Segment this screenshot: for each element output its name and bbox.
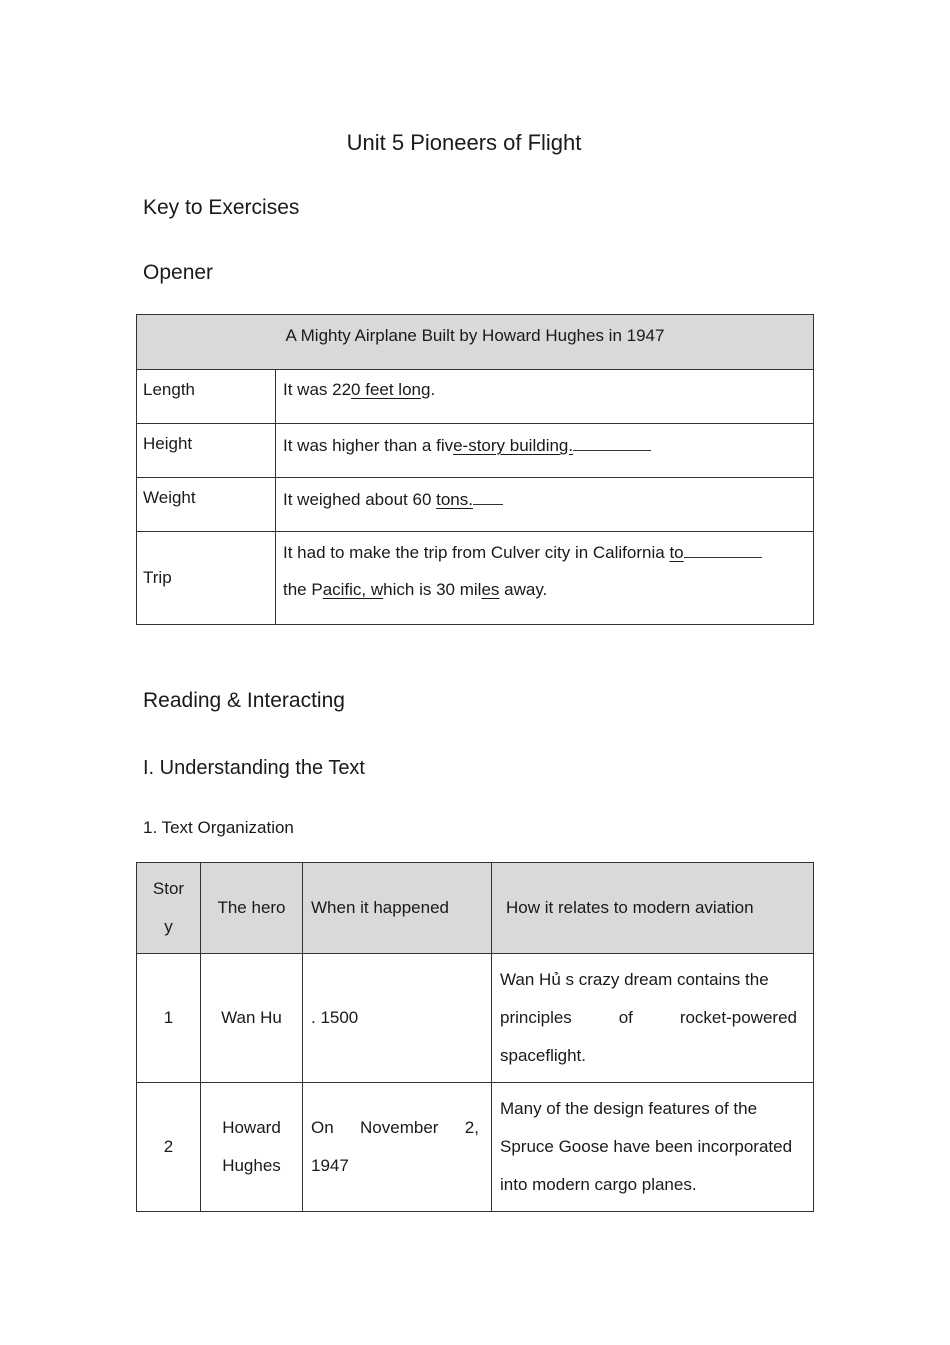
answer-blank: acific, w: [322, 580, 384, 599]
relation-text: Wan Hủ s crazy dream contains the principles of rocket-powered spaceflight.: [492, 954, 814, 1083]
header-story: Stor y: [152, 879, 185, 936]
table-row: [137, 532, 814, 625]
header-hero: The hero: [217, 898, 286, 917]
table-row: [137, 1083, 814, 1212]
row-label-weight: Weight: [143, 488, 196, 507]
answer-blank: es: [481, 580, 500, 599]
row-value-height: It was higher than a five-story building.: [283, 434, 651, 456]
hero-name: Howard Hughes: [222, 1118, 281, 1175]
answer-blank: 0 feet lon: [351, 380, 421, 399]
table-row: [137, 370, 814, 424]
story-number: 2: [163, 1137, 174, 1156]
when-happened: On November 2, 1947: [303, 1083, 492, 1212]
row-label-length: Length: [143, 380, 195, 399]
row-value-weight: It weighed about 60 tons.: [283, 488, 503, 510]
row-label-height: Height: [143, 434, 193, 453]
answer-blank: tons.: [436, 490, 473, 509]
blank-line: [473, 488, 503, 505]
hero-name: Wan Hu: [221, 1008, 282, 1027]
subsection-heading: 1. Text Organization: [143, 818, 294, 837]
row-value-trip: It had to make the trip from Culver city in California to the Pacific, which is 30 miles away.: [276, 532, 814, 625]
header-when: When it happened: [311, 898, 449, 917]
opener-heading: Opener: [143, 261, 214, 284]
opener-table-header: [137, 315, 814, 370]
table-row: [137, 478, 814, 532]
blank-line: [684, 541, 762, 558]
opener-table: [136, 314, 814, 625]
section-heading: I. Understanding the Text: [143, 757, 365, 779]
answer-blank: to: [669, 543, 684, 562]
relation-text: Many of the design features of the Spruce Goose have been incorporated into modern cargo planes.: [492, 1083, 814, 1212]
key-heading: Key to Exercises: [143, 196, 300, 219]
organization-table-header: [137, 863, 814, 954]
opener-table-title: A Mighty Airplane Built by Howard Hughes in 1947: [285, 326, 665, 345]
organization-table: [136, 862, 814, 1212]
blank-line: [573, 434, 651, 451]
header-how: How it relates to modern aviation: [506, 898, 754, 917]
when-happened: . 1500: [311, 1008, 359, 1027]
story-number: 1: [163, 1008, 174, 1027]
answer-blank: e-story building.: [453, 436, 574, 455]
row-label-trip: Trip: [143, 568, 172, 587]
table-row: [137, 954, 814, 1083]
page-title: Unit 5 Pioneers of Flight: [346, 130, 582, 155]
reading-heading: Reading & Interacting: [143, 689, 345, 712]
row-value-length: It was 220 feet long.: [283, 380, 436, 399]
table-row: [137, 424, 814, 478]
